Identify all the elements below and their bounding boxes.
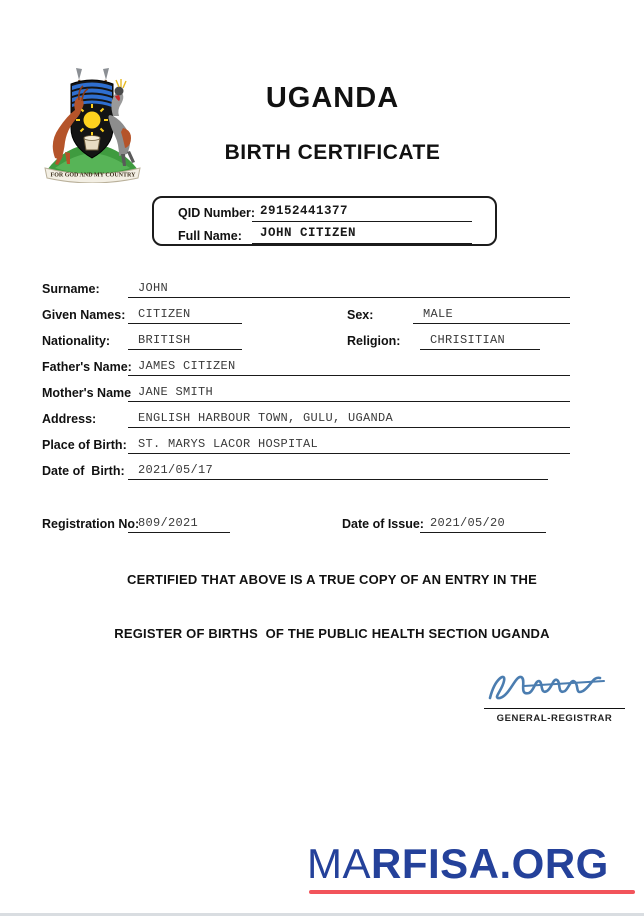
fathers-name-value: JAMES CITIZEN [128, 359, 570, 376]
watermark-suffix: RFISA.ORG [371, 840, 609, 887]
qid-number-label: QID Number: [178, 206, 256, 220]
surname-value: JOHN [128, 281, 570, 298]
date-of-birth-label: Date of Birth: [42, 464, 125, 478]
row-fathers-name [42, 359, 570, 379]
mothers-name-value: JANE SMITH [128, 385, 570, 402]
mothers-name-label: Mother's Name [42, 386, 132, 400]
watermark-prefix: MA [307, 840, 371, 887]
religion-label: Religion: [347, 334, 401, 348]
registration-no-value: 809/2021 [128, 516, 230, 533]
nationality-value: BRITISH [128, 333, 242, 350]
qid-number-value: 29152441377 [252, 204, 472, 222]
place-of-birth-value: ST. MARYS LACOR HOSPITAL [128, 437, 570, 454]
row-mothers-name [42, 385, 570, 405]
registrar-signature-icon [480, 664, 614, 708]
emblem-motto: FOR GOD AND MY COUNTRY [50, 172, 136, 179]
row-place-of-birth [42, 437, 570, 457]
given-names-label: Given Names: [42, 308, 126, 322]
uganda-coat-of-arms-icon [35, 58, 150, 183]
sex-value: MALE [413, 307, 570, 324]
watermark-underline [309, 890, 635, 894]
row-given-names-sex [42, 307, 570, 327]
place-of-birth-label: Place of Birth: [42, 438, 127, 452]
marfisa-watermark [307, 840, 637, 887]
registration-no-label: Registration No: [42, 517, 140, 531]
certification-line-2: REGISTER OF BIRTHS OF THE PUBLIC HEALTH SECTION UGANDA [114, 626, 550, 641]
address-value: ENGLISH HARBOUR TOWN, GULU, UGANDA [128, 411, 570, 428]
registrar-title: GENERAL-REGISTRAR [496, 713, 613, 724]
surname-label: Surname: [42, 282, 100, 296]
row-surname [42, 281, 570, 301]
full-name-value: JOHN CITIZEN [252, 226, 472, 244]
religion-value: CHRISITIAN [420, 333, 540, 350]
row-address [42, 411, 570, 431]
nationality-label: Nationality: [42, 334, 111, 348]
signature-line [484, 708, 625, 709]
page-title-document: BIRTH CERTIFICATE [224, 141, 441, 164]
date-of-issue-label: Date of Issue: [342, 517, 424, 531]
full-name-label: Full Name: [178, 229, 242, 243]
date-of-issue-value: 2021/05/20 [420, 516, 546, 533]
certification-line-1: CERTIFIED THAT ABOVE IS A TRUE COPY OF AN ENTRY IN THE [127, 572, 537, 587]
fathers-name-label: Father's Name: [42, 360, 132, 374]
row-registration-issue [42, 516, 570, 536]
address-label: Address: [42, 412, 97, 426]
row-nationality-religion [42, 333, 570, 353]
qid-box [152, 196, 497, 246]
page-title-country: UGANDA [265, 82, 400, 114]
sex-label: Sex: [347, 308, 374, 322]
given-names-value: CITIZEN [128, 307, 242, 324]
date-of-birth-value: 2021/05/17 [128, 463, 548, 480]
row-date-of-birth [42, 463, 570, 483]
